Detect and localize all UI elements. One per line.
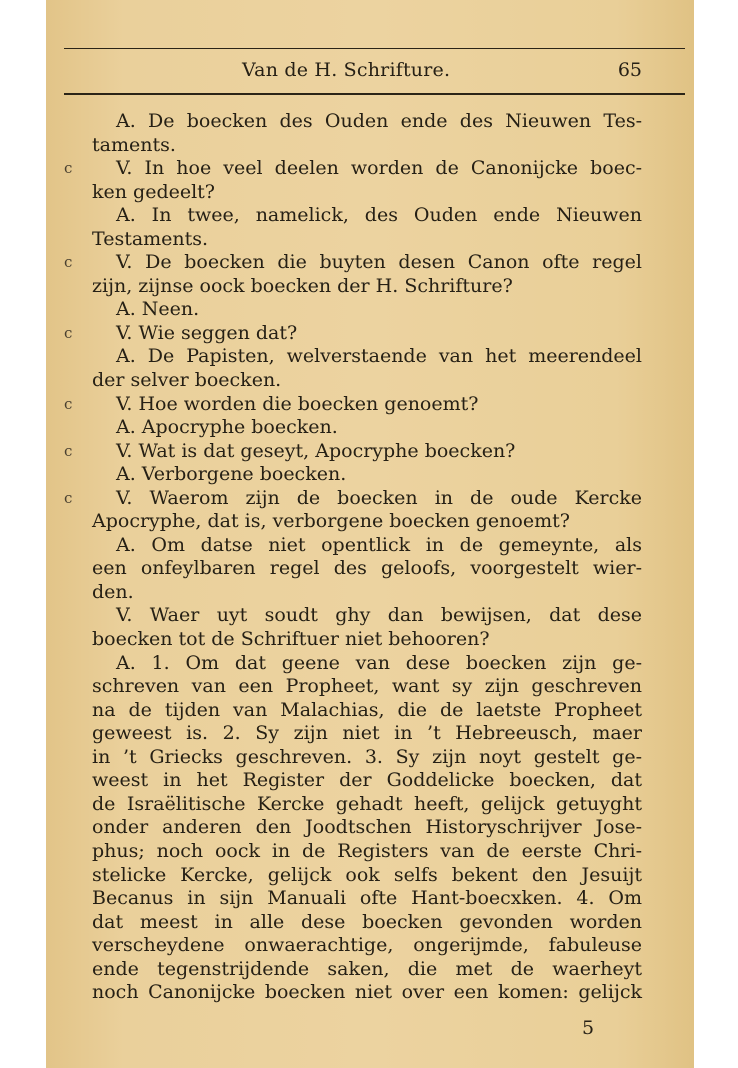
body-text	[64, 110, 642, 1005]
text-line	[92, 652, 642, 676]
line-text: phus; noch oock in de Registers van de eerste Chri-	[92, 839, 642, 862]
text-line	[92, 864, 642, 888]
text-line	[92, 416, 642, 440]
line-text: Testaments.	[92, 227, 209, 250]
text-line	[92, 793, 642, 817]
line-text: A. De boecken des Ouden ende des Nieuwen Tes-	[116, 110, 642, 132]
text-line	[92, 181, 642, 205]
line-text: A. 1. Om dat geene van dese boecken zijn ge-	[116, 651, 642, 674]
text-line	[92, 958, 642, 982]
line-text: V. In hoe veel deelen worden de Canonijcke boec-	[116, 157, 642, 180]
line-text: ende tegenstrijdende saken, die met de waerheyt	[92, 957, 642, 980]
text-line	[92, 110, 642, 134]
line-text: dat meest in alle dese boecken gevonden worden	[92, 910, 642, 933]
line-text: der selver boecken.	[92, 369, 282, 392]
line-text: A. Verborgene boecken.	[116, 463, 347, 486]
line-text: schreven van een Propheet, want sy zijn geschreven	[92, 675, 642, 698]
line-text: de Israëlitische Kercke gehadt heeft, gelijck getuyght	[92, 792, 642, 815]
margin-mark: c	[64, 394, 73, 413]
line-text: na de tijden van Malachias, die de laetste Propheet	[92, 698, 642, 721]
margin-mark: c	[64, 441, 73, 460]
line-text: verscheydene onwaerachtige, ongerijmde, fabuleuse	[92, 934, 642, 957]
text-line	[92, 934, 642, 958]
text-line	[92, 510, 642, 534]
text-line	[92, 298, 642, 322]
text-line	[92, 275, 642, 299]
line-text: V. Hoe worden die boecken genoemt?	[116, 392, 479, 415]
running-head: Van de H. Schrifture.	[242, 59, 451, 81]
margin-mark: c	[64, 253, 73, 272]
line-text: zijn, zijnse oock boecken der H. Schrifture?	[92, 274, 513, 297]
line-text: Apocryphe, dat is, verborgene boecken genoemt?	[92, 510, 570, 533]
line-text: onder anderen den Joodtschen Historyschrijver Jose-	[92, 816, 642, 839]
text-line	[92, 628, 642, 652]
text-line	[92, 840, 642, 864]
margin-mark: c	[64, 323, 73, 342]
text-line	[64, 392, 642, 417]
book-page	[46, 0, 694, 1068]
line-text: geweest is. 2. Sy zijn niet in ’t Hebreeusch, maer	[92, 722, 642, 745]
text-line	[92, 981, 642, 1005]
line-text: Becanus in sijn Manuali ofte Hant-boecxken. 4. Om	[92, 887, 642, 910]
line-text: V. Wat is dat geseyt, Apocryphe boecken?	[116, 439, 516, 462]
line-text: A. Apocryphe boecken.	[116, 416, 338, 439]
text-line	[92, 534, 642, 558]
text-line	[92, 816, 642, 840]
line-text: noch Canonijcke boecken niet over een komen: gelijck	[92, 981, 642, 1004]
line-text: stelicke Kercke, gelijck ook selfs bekent den Jesuijt	[92, 863, 642, 886]
text-line	[92, 345, 642, 369]
line-text: een onfeylbaren regel des geloofs, voorgestelt wier-	[92, 557, 642, 580]
line-text: den.	[92, 580, 134, 603]
line-text: boecken tot de Schriftuer niet behooren?	[92, 628, 490, 651]
text-line	[64, 486, 642, 511]
text-line	[92, 581, 642, 605]
text-line	[64, 321, 642, 346]
line-text: A. In twee, namelick, des Ouden ende Nieuwen	[116, 204, 642, 227]
text-line	[92, 604, 642, 628]
line-text: A. Neen.	[116, 298, 200, 321]
text-line	[92, 463, 642, 487]
text-line	[92, 746, 642, 770]
margin-mark: c	[64, 488, 73, 507]
line-text: in ’t Griecks geschreven. 3. Sy zijn noyt gestelt ge-	[92, 745, 642, 768]
line-text: weest in het Register der Goddelicke boecken, dat	[92, 769, 642, 792]
line-text: V. Waerom zijn de boecken in de oude Kercke	[116, 486, 642, 509]
text-line	[64, 157, 642, 181]
text-line	[92, 699, 642, 723]
text-line	[64, 439, 642, 464]
margin-mark: c	[64, 159, 73, 178]
text-line	[92, 769, 642, 793]
line-text: ken gedeelt?	[92, 180, 215, 203]
text-line	[92, 134, 642, 158]
text-line	[92, 887, 642, 911]
text-line	[92, 228, 642, 252]
text-line	[92, 204, 642, 228]
text-line	[92, 675, 642, 699]
signature-mark: 5	[582, 1017, 595, 1039]
text-line	[92, 722, 642, 746]
page-number: 65	[617, 59, 642, 81]
header-rule-bottom	[64, 93, 685, 95]
line-text: A. Om datse niet opentlick in de gemeynte, als	[116, 533, 642, 556]
text-line	[92, 369, 642, 393]
line-text: taments.	[92, 133, 176, 156]
header-rule-top	[64, 48, 685, 49]
line-text: V. Wie seggen dat?	[116, 321, 298, 344]
line-text: V. De boecken die buyten desen Canon ofte regel	[116, 251, 642, 274]
text-line	[92, 557, 642, 581]
text-line	[92, 911, 642, 935]
text-line	[64, 251, 642, 275]
line-text: A. De Papisten, welverstaende van het meerendeel	[116, 345, 642, 368]
line-text: V. Waer uyt soudt ghy dan bewijsen, dat dese	[116, 604, 642, 627]
